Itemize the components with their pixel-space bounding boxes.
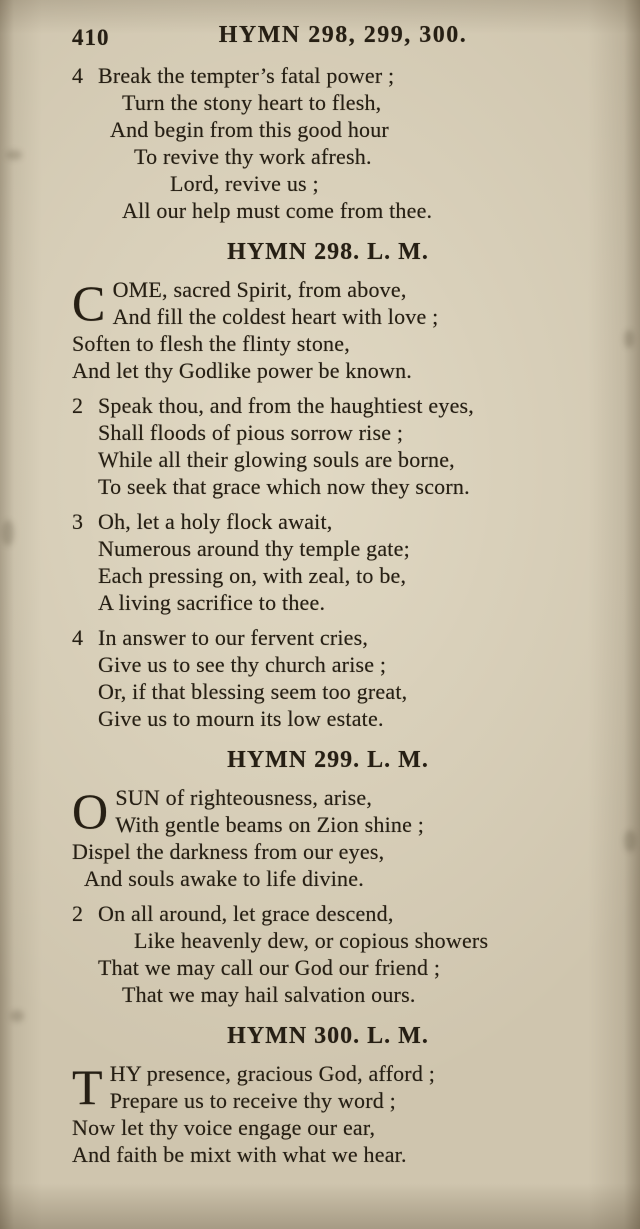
verse-line: Or, if that blessing seem too great, xyxy=(98,679,408,704)
running-header-title: HYMN 298, 299, 300. xyxy=(218,22,468,48)
drop-cap: C xyxy=(72,275,106,331)
verse-line: 3 Oh, let a holy flock await, xyxy=(72,509,333,534)
verse-line: And let thy Godlike power be known. xyxy=(72,358,412,383)
verse-line: That we may call our God our friend ; xyxy=(98,955,441,980)
page-header xyxy=(72,22,584,56)
verse-line: SUN of righteousness, arise, xyxy=(115,785,373,810)
verse-line: 4 Break the tempter’s fatal power ; xyxy=(72,63,395,88)
verse-line: 2 On all around, let grace descend, xyxy=(72,901,394,926)
hymn-heading: HYMN 298. L. M. xyxy=(227,239,429,265)
verse-line: That we may hail salvation ours. xyxy=(122,982,416,1007)
verse-line: Prepare us to receive thy word ; xyxy=(109,1088,396,1113)
verse-line: Numerous around thy temple gate; xyxy=(98,536,410,561)
verse-line: Each pressing on, with zeal, to be, xyxy=(98,563,407,588)
verse-number: 4 xyxy=(72,63,84,88)
verse-number: 2 xyxy=(72,393,84,418)
verse-line: While all their glowing souls are borne, xyxy=(98,447,455,472)
dropcap-block xyxy=(72,1060,584,1114)
dropcap-block xyxy=(72,276,584,330)
hymn-heading: HYMN 300. L. M. xyxy=(227,1023,429,1049)
dropcap-rest xyxy=(72,330,584,384)
verse-line: Shall floods of pious sorrow rise ; xyxy=(98,420,404,445)
verse xyxy=(72,276,584,384)
verse-line: Lord, revive us ; xyxy=(170,171,319,196)
verse-number: 4 xyxy=(72,625,84,650)
dropcap-rest xyxy=(72,838,584,892)
verse xyxy=(72,508,584,616)
verse-line: And faith be mixt with what we hear. xyxy=(72,1142,407,1167)
verse-line: 2 Speak thou, and from the haughtiest eyes, xyxy=(72,393,475,418)
verse xyxy=(72,624,584,732)
page-number: 410 xyxy=(72,25,110,50)
verse-line: And begin from this good hour xyxy=(110,117,389,142)
verse-line: Give us to mourn its low estate. xyxy=(98,706,384,731)
verse-line: Give us to see thy church arise ; xyxy=(98,652,387,677)
verse-line: Dispel the darkness from our eyes, xyxy=(72,839,385,864)
drop-cap: T xyxy=(72,1059,103,1115)
verse-line: A living sacrifice to thee. xyxy=(98,590,326,615)
verse-number: 3 xyxy=(72,509,84,534)
verse xyxy=(72,392,584,500)
verse xyxy=(72,900,584,1008)
verse xyxy=(72,784,584,892)
drop-cap: O xyxy=(72,783,109,839)
verse-line: HY presence, gracious God, afford ; xyxy=(109,1061,436,1086)
verse-line: Soften to flesh the flinty stone, xyxy=(72,331,350,356)
verse-line: And fill the coldest heart with love ; xyxy=(112,304,439,329)
hymn-text-area xyxy=(72,62,584,1168)
dropcap-block xyxy=(72,784,584,838)
verse xyxy=(72,1060,584,1168)
verse-line: To seek that grace which now they scorn. xyxy=(98,474,470,499)
verse-line: OME, sacred Spirit, from above, xyxy=(112,277,407,302)
verse xyxy=(72,62,584,224)
verse-number: 2 xyxy=(72,901,84,926)
verse-line: And souls awake to life divine. xyxy=(84,866,364,891)
hymn-heading: HYMN 299. L. M. xyxy=(227,747,429,773)
verse-line: To revive thy work afresh. xyxy=(134,144,372,169)
verse-line: Turn the stony heart to flesh, xyxy=(122,90,382,115)
verse-line: All our help must come from thee. xyxy=(122,198,433,223)
verse-line: With gentle beams on Zion shine ; xyxy=(115,812,425,837)
verse-line: Like heavenly dew, or copious showers xyxy=(134,928,489,953)
verse-line: 4 In answer to our fervent cries, xyxy=(72,625,369,650)
dropcap-rest xyxy=(72,1114,584,1168)
verse-line: Now let thy voice engage our ear, xyxy=(72,1115,376,1140)
